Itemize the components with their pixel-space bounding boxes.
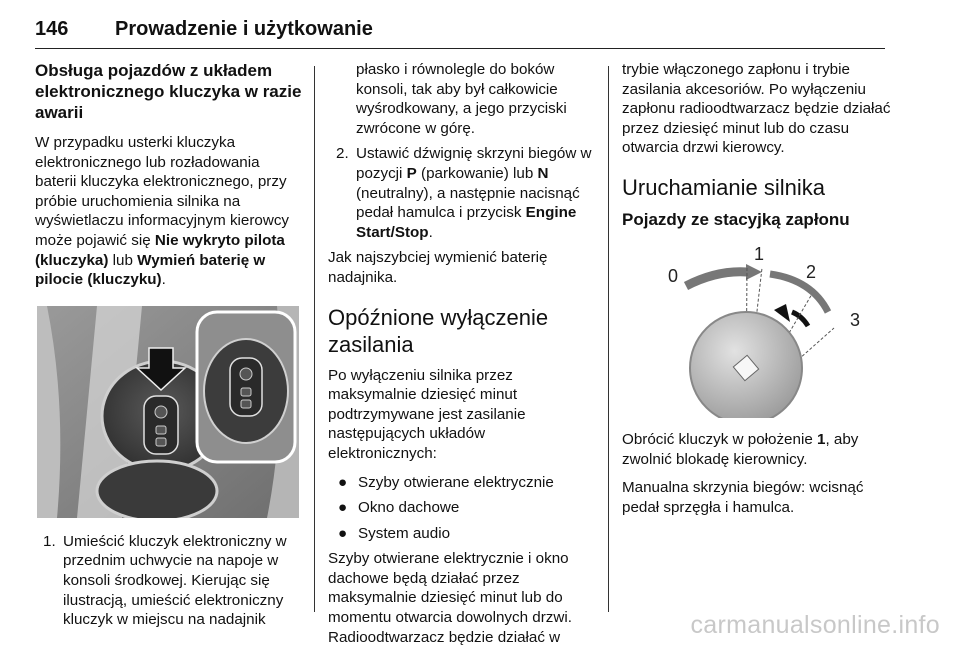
- page-header: [35, 14, 885, 49]
- column-divider-2: [608, 66, 609, 612]
- column-divider-1: [314, 66, 315, 612]
- gear-p: P: [406, 164, 417, 182]
- replace-battery-note: Jak najszybciej wymienić baterię nadajnika.: [328, 249, 548, 286]
- engine-start-stop-label: Engine Start/Stop: [356, 204, 577, 241]
- bullet-item: ● Okno dachowe: [338, 499, 460, 517]
- step-1-continued: płasko i równolegle do boków konsoli, tak aby był całkowicie wyśrodkowany, a jego przyciski zwrócone w górę.: [356, 61, 567, 137]
- section-heading-delayed-power: Opóźnione wyłączenie zasilania: [328, 304, 549, 357]
- manual-gearbox-instruction: Manualna skrzynia biegów: wcisnąć pedał sprzęgła i hamulca.: [622, 479, 864, 516]
- delayed-power-intro: Po wyłączeniu silnika przez maksymalnie dziesięć minut podtrzymywane jest zasilanie następujących układów elektronicznych:: [328, 366, 526, 462]
- page-title: Prowadzenie i użytkowanie: [115, 18, 373, 40]
- position-label-2: 2: [806, 261, 817, 282]
- page-number: 146: [35, 18, 69, 40]
- ignition-positions-diagram: [622, 238, 892, 418]
- radio-continued: trybie włączonego zapłonu i trybie zasilania akcesoriów. Po wyłączeniu zapłonu radioodtwarzacz będzie działać przez dziesięć minut lub do czasu otwarcia drzwi kierowcy.: [622, 61, 891, 157]
- step-2: 2. Ustawić dźwignię skrzyni biegów w pozycji P (parkowanie) lub N (neutralny), a następnie nacisnąć pedał hamulca i przycisk Engine Start/Stop.: [336, 145, 592, 241]
- position-label-1: 1: [754, 243, 765, 264]
- message-no-key: Nie wykryto pilota (kluczyka): [35, 231, 285, 269]
- bullet-item: ● Szyby otwierane elektrycznie: [338, 473, 554, 491]
- emergency-intro: W przypadku usterki kluczyka elektronicznego lub rozładowania baterii kluczyka elektronicznego, przy próbie uruchomienia silnika na wyświetlaczu informacyjnym kierowcy może pojawić się Nie wykryto pilota (kluczyka) lub Wymień baterię w pilocie (kluczyku).: [35, 134, 290, 289]
- key-in-cupholder-illustration: [37, 306, 299, 518]
- section-heading-engine-start: Uruchamianie silnika: [622, 174, 825, 200]
- watermark: carmanualsonline.info: [690, 611, 940, 639]
- position-label-3: 3: [850, 309, 861, 330]
- position-label-0: 0: [668, 265, 679, 286]
- step-1: 1. Umieścić kluczyk elektroniczny w przednim uchwycie na napoje w konsoli środkowej. Kierując się ilustracją, umieścić elektroniczny kluczyk w miejscu na nadajnik: [43, 532, 287, 629]
- turn-key-instruction: Obrócić kluczyk w położenie 1, aby zwolnić blokadę kierownicy.: [622, 430, 859, 468]
- delayed-power-closing: Szyby otwierane elektrycznie i okno dachowe będą działać przez maksymalnie dziesięć minut lub do momentu otwarcia dowolnych drzwi. Radioodtwarzacz będzie działać w: [328, 550, 572, 646]
- bullet-item: ● System audio: [338, 524, 451, 542]
- gear-n: N: [537, 164, 549, 182]
- subheading-ignition: Pojazdy ze stacyjką zapłonu: [622, 209, 850, 229]
- message-replace-battery: Wymień baterię w pilocie (kluczyku): [35, 251, 266, 289]
- column-1: [35, 60, 303, 636]
- column-2: [328, 60, 596, 656]
- section-heading-emergency: Obsługa pojazdów z układem elektronicznego kluczyka w razie awarii: [35, 61, 302, 122]
- column-3: [622, 60, 892, 526]
